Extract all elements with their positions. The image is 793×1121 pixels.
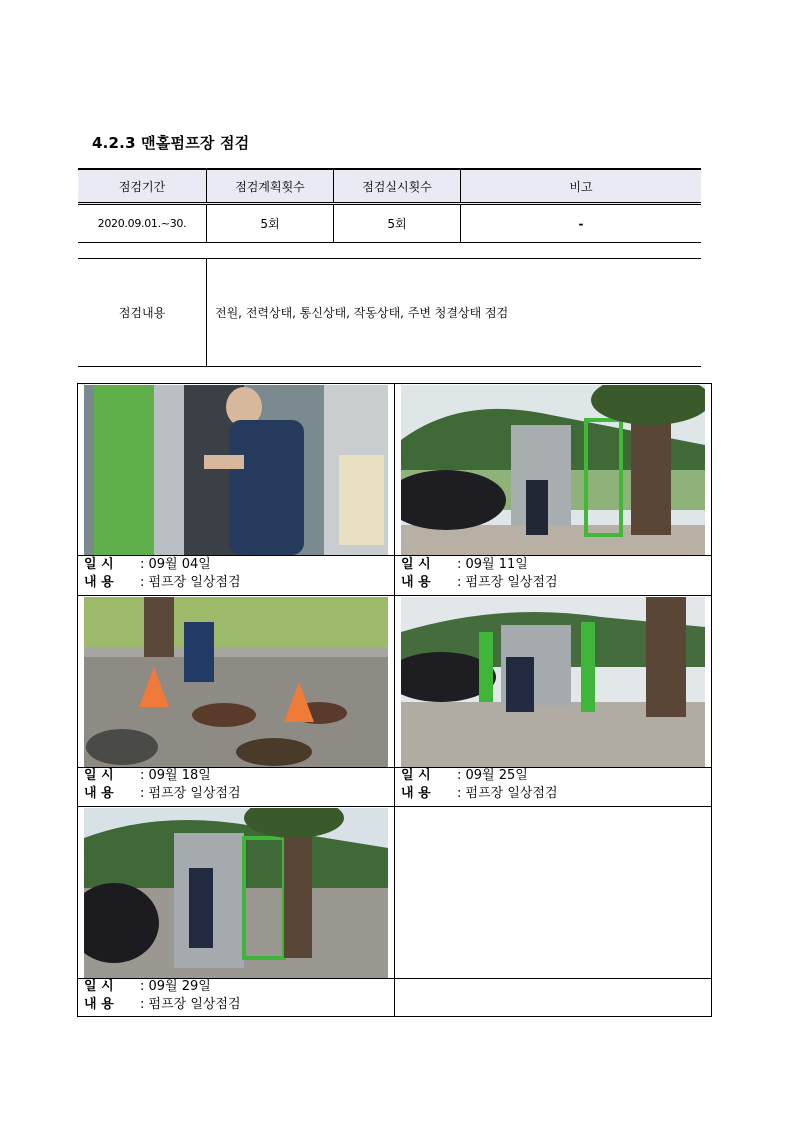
table-row [78,204,701,243]
caption-1: 일 시 : 09월 04일 내 용 : 펌프장 일상점검 [84,557,241,590]
inspection-content: 전원, 전력상태, 통신상태, 작동상태, 주변 청결상태 점검 [207,259,702,367]
remarks-value: - [461,204,702,243]
caption-date: : 09월 04일 [140,557,211,572]
header-period: 점검기간 [78,169,207,204]
caption-date: : 09월 11일 [457,557,528,572]
header-remarks: 비고 [461,169,702,204]
table-header-row [78,169,701,204]
caption-content: : 펌프장 일상점검 [140,997,241,1012]
photo-4 [401,597,705,767]
caption-content: : 펌프장 일상점검 [457,575,558,590]
caption-date: : 09월 25일 [457,768,528,783]
schedule-table [78,168,701,243]
photo-grid [77,383,712,1017]
photo-1 [84,385,388,555]
photo-3 [84,597,388,767]
caption-4: 일 시 : 09월 25일 내 용 : 펌프장 일상점검 [401,768,558,801]
caption-2: 일 시 : 09월 11일 내 용 : 펌프장 일상점검 [401,557,558,590]
caption-content: : 펌프장 일상점검 [140,786,241,801]
actual-count-value: 5회 [334,204,461,243]
photo-2 [401,385,705,555]
photo-5 [84,808,388,978]
header-planned-count: 점검계획횟수 [207,169,334,204]
caption-date: : 09월 18일 [140,768,211,783]
caption-date: : 09월 29일 [140,979,211,994]
section-title: 4.2.3 맨홀펌프장 점검 [92,134,250,152]
header-actual-count: 점검실시횟수 [334,169,461,204]
inspection-label: 점검내용 [78,259,207,367]
caption-content: : 펌프장 일상점검 [140,575,241,590]
planned-count-value: 5회 [207,204,334,243]
period-value: 2020.09.01.~30. [78,204,207,243]
caption-content: : 펌프장 일상점검 [457,786,558,801]
caption-3: 일 시 : 09월 18일 내 용 : 펌프장 일상점검 [84,768,241,801]
inspection-table [78,258,701,367]
caption-5: 일 시 : 09월 29일 내 용 : 펌프장 일상점검 [84,979,241,1012]
